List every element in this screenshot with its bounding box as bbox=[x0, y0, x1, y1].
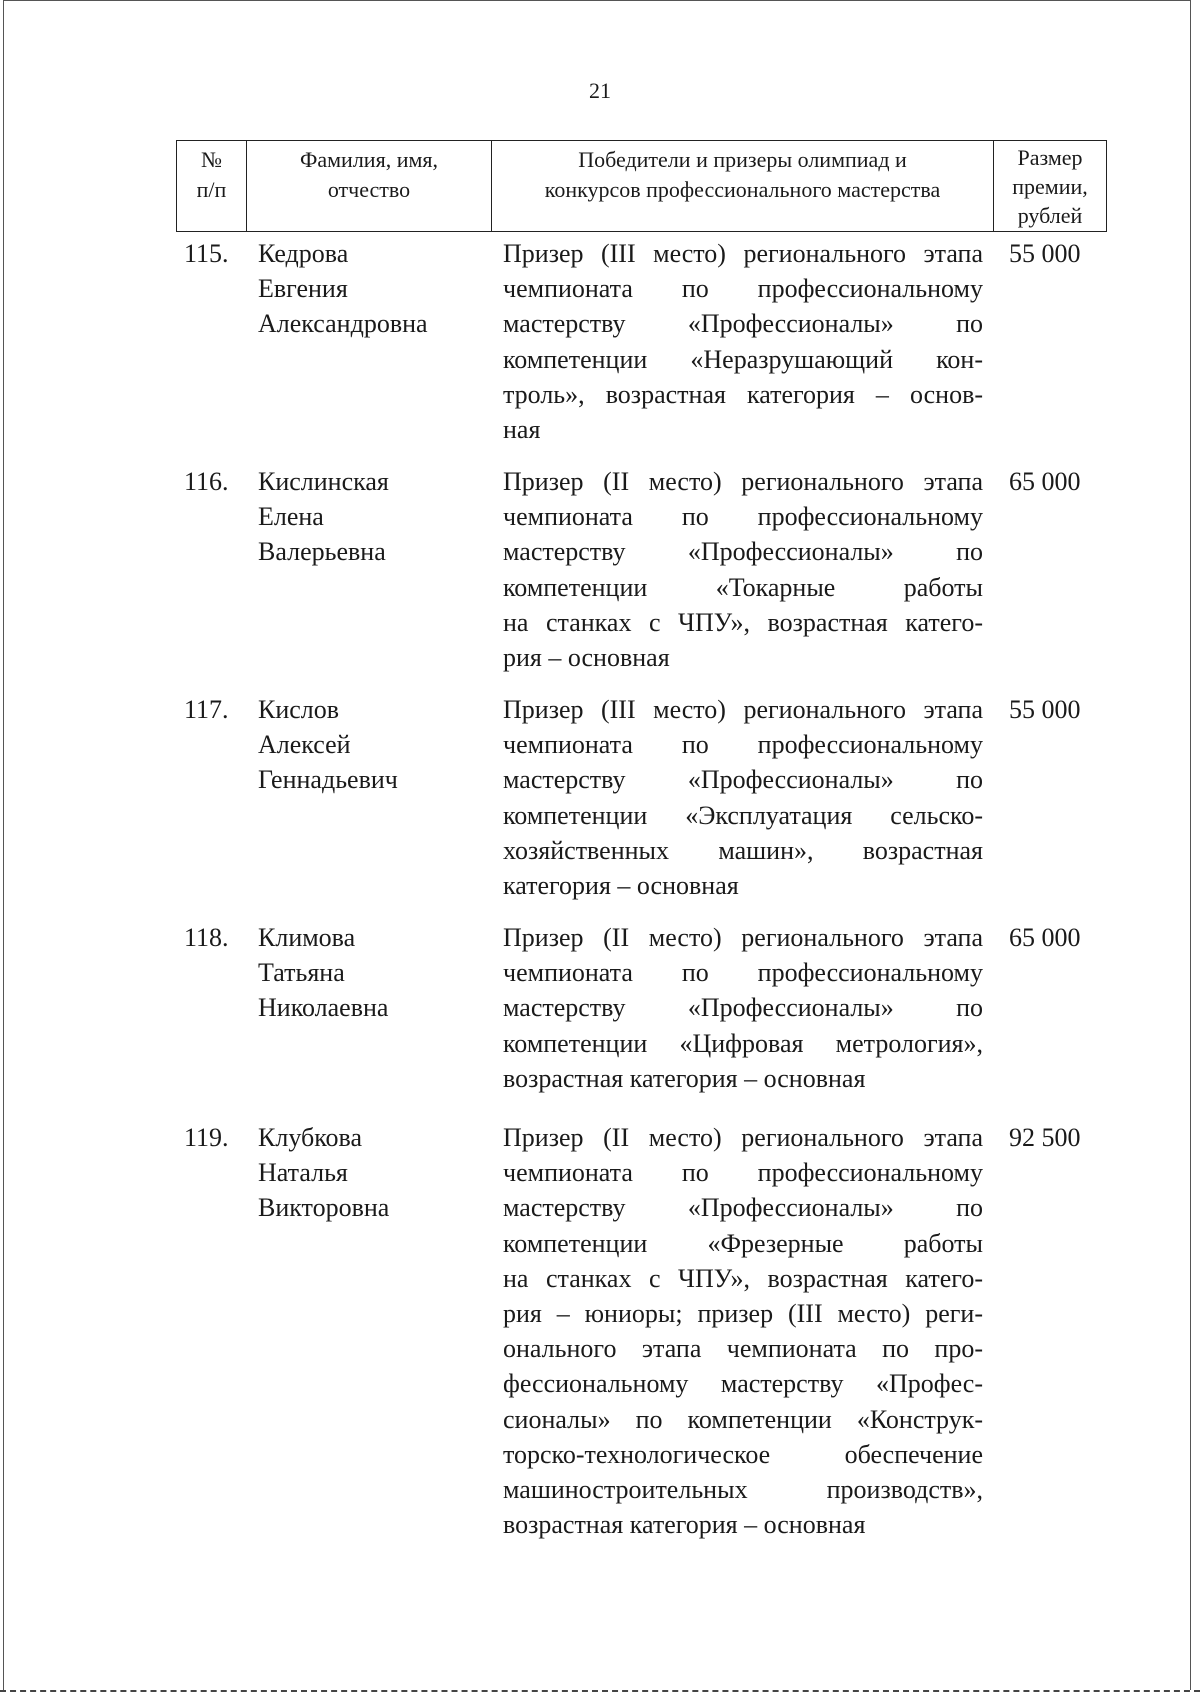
prize-amount: 55 000 bbox=[1009, 239, 1081, 268]
description-line: хозяйственных машин», возрастная bbox=[503, 835, 983, 865]
person-name bbox=[258, 920, 488, 1026]
description-line: торско-технологическое обеспечение bbox=[503, 1439, 983, 1469]
row-number: 115. bbox=[184, 239, 229, 268]
name-part: Клубкова bbox=[258, 1123, 362, 1152]
description-line: Призер (III место) регионального этапа bbox=[503, 695, 983, 724]
row-number: 119. bbox=[184, 1123, 229, 1152]
name-part: Кислов bbox=[258, 695, 340, 724]
description-line: возрастная категория – основная bbox=[503, 1063, 866, 1093]
description-line: рия – основная bbox=[503, 643, 670, 673]
name-part: Татьяна bbox=[258, 958, 345, 988]
description-line: чемпионата по профессиональному bbox=[503, 1158, 983, 1188]
description-line: машиностроительных производств», bbox=[503, 1475, 983, 1505]
name-part: Николаевна bbox=[258, 993, 389, 1023]
prize-amount: 65 000 bbox=[1009, 467, 1081, 496]
description-line: чемпионата по профессиональному bbox=[503, 958, 983, 988]
row-number: 116. bbox=[184, 467, 229, 496]
description-line: мастерству «Профессионалы» по bbox=[503, 765, 983, 795]
name-part: Кислинская bbox=[258, 467, 389, 496]
description-line: чемпионата по профессиональному bbox=[503, 730, 983, 760]
description-line: чемпионата по профессиональному bbox=[503, 274, 983, 304]
description-line: компетенции «Эксплуатация сельско- bbox=[503, 800, 983, 830]
name-part: Валерьевна bbox=[258, 537, 386, 567]
name-part: Климова bbox=[258, 923, 356, 952]
header-col-description: Победители и призеры олимпиад и конкурсов профессионального мастерства bbox=[492, 141, 994, 231]
award-description bbox=[503, 920, 983, 1096]
award-description bbox=[503, 236, 983, 447]
description-line: онального этапа чемпионата по про- bbox=[503, 1334, 983, 1364]
table-header bbox=[176, 140, 1107, 232]
row-number: 117. bbox=[184, 695, 229, 724]
description-line: Призер (III место) регионального этапа bbox=[503, 239, 983, 268]
person-name bbox=[258, 692, 488, 798]
description-line: ная bbox=[503, 415, 541, 445]
header-col-name: Фамилия, имя, отчество bbox=[247, 141, 492, 231]
description-line: сионалы» по компетенции «Конструк- bbox=[503, 1404, 983, 1434]
row-number: 118. bbox=[184, 923, 229, 952]
name-part: Наталья bbox=[258, 1158, 348, 1188]
description-line: на станках с ЧПУ», возрастная катего- bbox=[503, 1263, 983, 1293]
description-line: чемпионата по профессиональному bbox=[503, 502, 983, 532]
person-name bbox=[258, 236, 488, 342]
description-line: компетенции «Фрезерные работы bbox=[503, 1228, 983, 1258]
person-name bbox=[258, 1120, 488, 1226]
name-part: Кедрова bbox=[258, 239, 349, 268]
name-part: Елена bbox=[258, 502, 324, 532]
prize-amount: 92 500 bbox=[1009, 1123, 1081, 1152]
header-col-number: № п/п bbox=[177, 141, 247, 231]
name-part: Алексей bbox=[258, 730, 351, 760]
description-line: на станках с ЧПУ», возрастная катего- bbox=[503, 607, 983, 637]
description-line: троль», возрастная категория – основ- bbox=[503, 379, 983, 409]
prize-amount: 65 000 bbox=[1009, 923, 1081, 952]
name-part: Геннадьевич bbox=[258, 765, 398, 795]
description-line: мастерству «Профессионалы» по bbox=[503, 537, 983, 567]
award-description bbox=[503, 464, 983, 675]
description-line: компетенции «Неразрушающий кон- bbox=[503, 344, 983, 374]
description-line: компетенции «Токарные работы bbox=[503, 572, 983, 602]
description-line: Призер (II место) регионального этапа bbox=[503, 467, 983, 496]
description-line: категория – основная bbox=[503, 871, 739, 901]
header-col-prize: Размер премии, рублей bbox=[1012, 145, 1088, 228]
description-line: компетенции «Цифровая метрология», bbox=[503, 1028, 983, 1058]
description-line: рия – юниоры; призер (III место) реги- bbox=[503, 1299, 983, 1329]
description-line: фессиональному мастерству «Профес- bbox=[503, 1369, 983, 1399]
prize-amount: 55 000 bbox=[1009, 695, 1081, 724]
description-line: мастерству «Профессионалы» по bbox=[503, 309, 983, 339]
award-description bbox=[503, 1120, 983, 1542]
page-number: 21 bbox=[589, 78, 611, 103]
name-part: Викторовна bbox=[258, 1193, 390, 1223]
person-name bbox=[258, 464, 488, 570]
name-part: Евгения bbox=[258, 274, 348, 304]
award-description bbox=[503, 692, 983, 903]
description-line: Призер (II место) регионального этапа bbox=[503, 1123, 983, 1152]
description-line: мастерству «Профессионалы» по bbox=[503, 993, 983, 1023]
name-part: Александровна bbox=[258, 309, 428, 339]
page-bottom-edge bbox=[0, 1690, 1200, 1692]
description-line: Призер (II место) регионального этапа bbox=[503, 923, 983, 952]
description-line: мастерству «Профессионалы» по bbox=[503, 1193, 983, 1223]
description-line: возрастная категория – основная bbox=[503, 1510, 866, 1540]
